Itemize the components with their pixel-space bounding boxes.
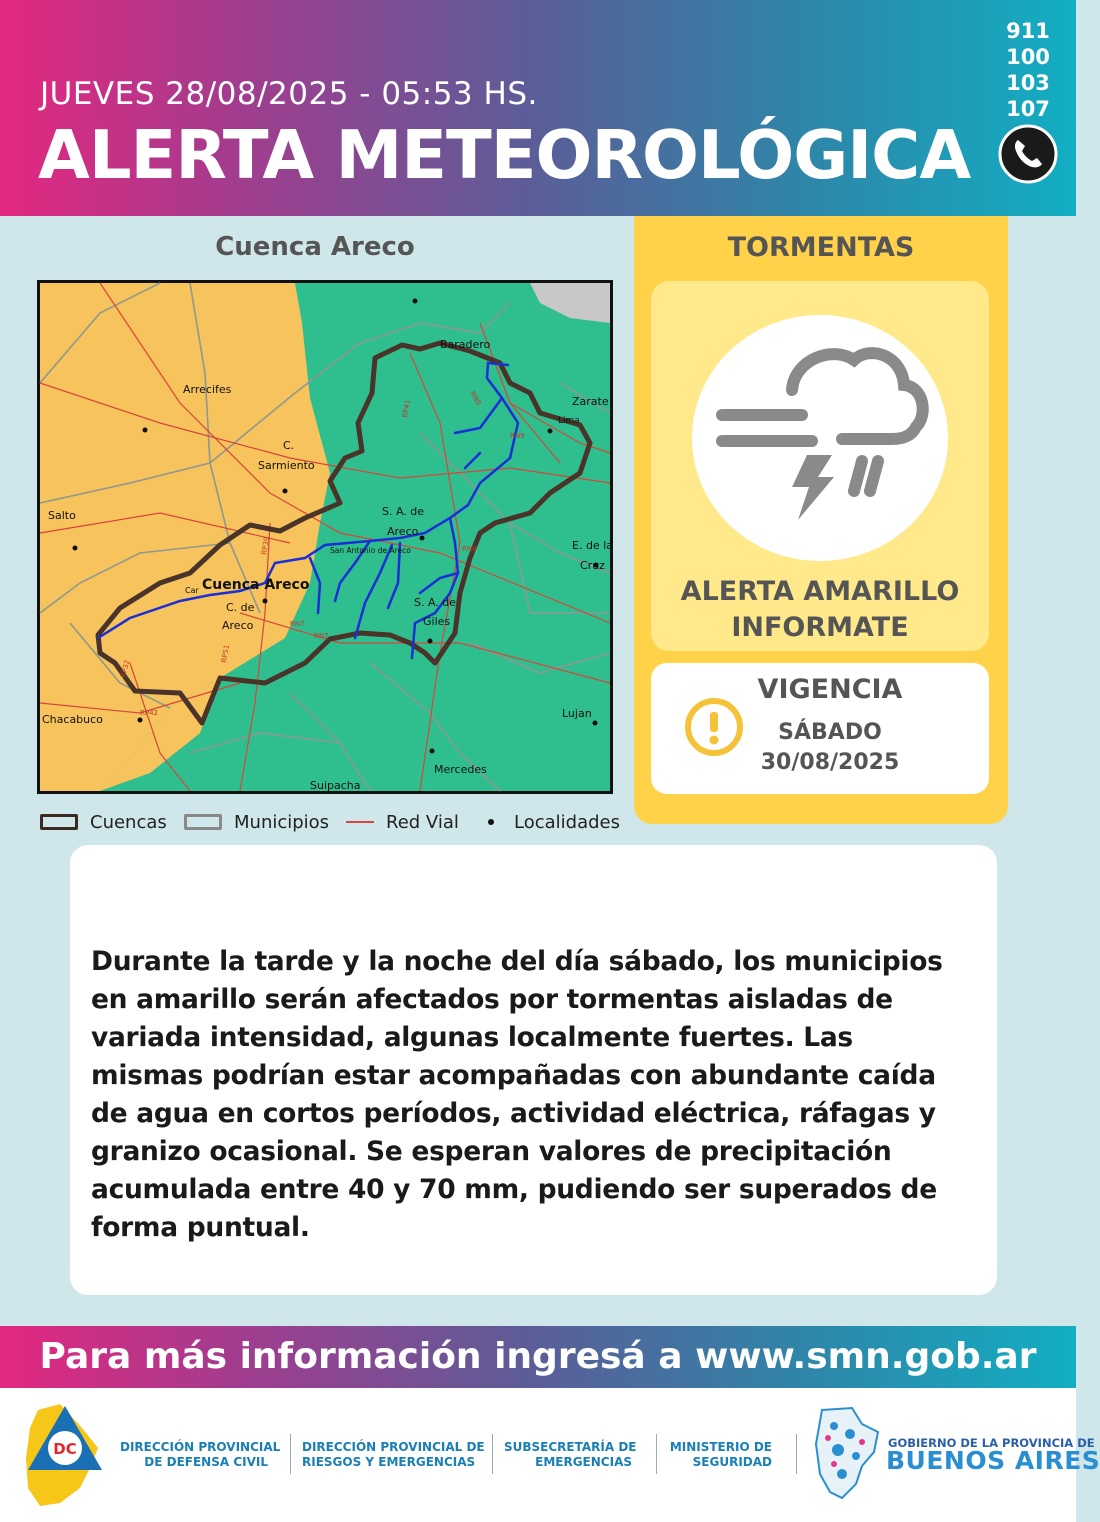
- civil-defense-logo: [20, 1398, 106, 1508]
- legend-item-red-vial: [346, 808, 459, 836]
- storm-cloud-icon: [692, 315, 948, 561]
- road-label: RP39: [260, 536, 272, 556]
- road-label: RN9: [510, 432, 525, 440]
- place-label: Zarate: [572, 395, 609, 408]
- place-label: S. A. de: [382, 505, 425, 518]
- legend-item-localidades: [488, 808, 620, 836]
- place-label: Areco: [222, 619, 254, 632]
- org-riesgos: [302, 1440, 485, 1470]
- legend-label: Localidades: [514, 811, 620, 833]
- legend-label: Red Vial: [386, 811, 459, 833]
- road-label: RP41: [401, 399, 413, 419]
- alert-type: TORMENTAS: [727, 232, 915, 263]
- alert-level-line: ALERTA AMARILLO: [680, 576, 960, 607]
- phone-number: 911: [1006, 19, 1050, 43]
- basin-swatch: [40, 814, 78, 830]
- gov-label: GOBIERNO DE LA PROVINCIA DE: [888, 1436, 1095, 1450]
- org-line: MINISTERIO DE: [669, 1440, 772, 1454]
- phone-number: 107: [1006, 97, 1050, 121]
- phone-number: 100: [1006, 45, 1050, 69]
- vigencia-label: VIGENCIA: [757, 674, 903, 705]
- divider: [656, 1434, 657, 1474]
- place-label: Giles: [423, 615, 451, 628]
- place-label: Lujan: [562, 707, 592, 720]
- alert-level-line: INFORMATE: [731, 612, 909, 643]
- place-label: Mercedes: [434, 763, 487, 776]
- alert-date: JUEVES 28/08/2025 - 05:53 HS.: [40, 76, 538, 112]
- org-subsecretaria: [504, 1440, 637, 1470]
- divider: [796, 1434, 797, 1474]
- place-label: Baradero: [440, 338, 491, 351]
- map-title: Cuenca Areco: [215, 232, 415, 262]
- place-label: C. de: [226, 601, 255, 614]
- vigencia-date: [740, 718, 920, 778]
- map-basin-label: Cuenca Areco: [202, 577, 310, 593]
- legend-label: Municipios: [234, 811, 330, 833]
- legend-item-municipios: [184, 808, 329, 836]
- dc-label: DC: [53, 1440, 77, 1458]
- road-label: RP51: [220, 644, 232, 664]
- municipality-swatch: [184, 814, 222, 830]
- road-swatch: [346, 821, 374, 823]
- alert-level: [651, 574, 989, 646]
- org-line: DIRECCIÓN PROVINCIAL DE: [302, 1440, 485, 1454]
- org-defensa-civil: [120, 1440, 281, 1470]
- phone-number: 103: [1006, 71, 1050, 95]
- legend-item-cuencas: [40, 808, 167, 836]
- place-label: Arrecifes: [183, 383, 232, 396]
- org-line: RIESGOS Y EMERGENCIAS: [302, 1455, 476, 1469]
- warning-icon: [683, 696, 745, 758]
- org-line: SEGURIDAD: [692, 1455, 772, 1469]
- org-line: DE DEFENSA CIVIL: [144, 1455, 268, 1469]
- org-line: EMERGENCIAS: [535, 1455, 632, 1469]
- place-label: Cruz: [580, 559, 605, 572]
- vigencia-date-value: 30/08/2025: [760, 750, 900, 775]
- page-title: ALERTA METEOROLÓGICA: [38, 116, 971, 194]
- road-label: RN8: [468, 390, 483, 407]
- place-label: C.: [283, 439, 295, 452]
- road-label: RP42: [140, 709, 158, 717]
- place-label: Salto: [48, 509, 76, 522]
- road-label: RN7: [290, 620, 305, 628]
- road-label: RN7: [314, 632, 329, 640]
- buenos-aires-logo: [812, 1404, 884, 1500]
- road-label: RN8: [462, 545, 477, 553]
- org-ministerio: [668, 1440, 772, 1470]
- org-line: DIRECCIÓN PROVINCIAL: [120, 1440, 281, 1454]
- place-label: Car: [185, 586, 199, 595]
- place-label: Sarmiento: [258, 459, 315, 472]
- divider: [290, 1434, 291, 1474]
- more-info-link[interactable]: Para más información ingresá a www.smn.gob.ar: [39, 1336, 1037, 1377]
- org-line: SUBSECRETARÍA DE: [504, 1440, 637, 1454]
- emergency-phones: [996, 18, 1060, 122]
- basin-map: [37, 280, 613, 794]
- map-legend: [40, 808, 630, 836]
- locality-swatch: [488, 819, 494, 825]
- place-label: San Antonio de Areco: [330, 546, 411, 555]
- place-label: Areco: [387, 525, 419, 538]
- province-name: BUENOS AIRES: [886, 1446, 1100, 1475]
- road-label: RP32: [119, 659, 132, 679]
- place-label: E. de la: [572, 539, 613, 552]
- legend-label: Cuencas: [90, 811, 167, 833]
- divider: [492, 1434, 493, 1474]
- place-label: Chacabuco: [42, 713, 103, 726]
- vigencia-day: SÁBADO: [778, 720, 882, 745]
- water-area: [530, 283, 610, 323]
- phone-icon: [998, 124, 1058, 184]
- alert-description: Durante la tarde y la noche del día sábado, los municipios en amarillo serán afectados por tormentas aisladas de variada intensidad, algunas localmente fuertes. Las mismas podrían estar acompañadas con abundante caída de agua en cortos períodos, actividad eléctrica, ráfagas y granizo ocasional. Se esperan valores de precipitación acumulada entre 40 y 70 mm, pudiendo ser superados de forma puntual.: [91, 946, 943, 1243]
- place-label: Suipacha: [310, 779, 361, 792]
- place-label: Lima: [558, 416, 580, 426]
- place-label: S. A. de: [414, 596, 457, 609]
